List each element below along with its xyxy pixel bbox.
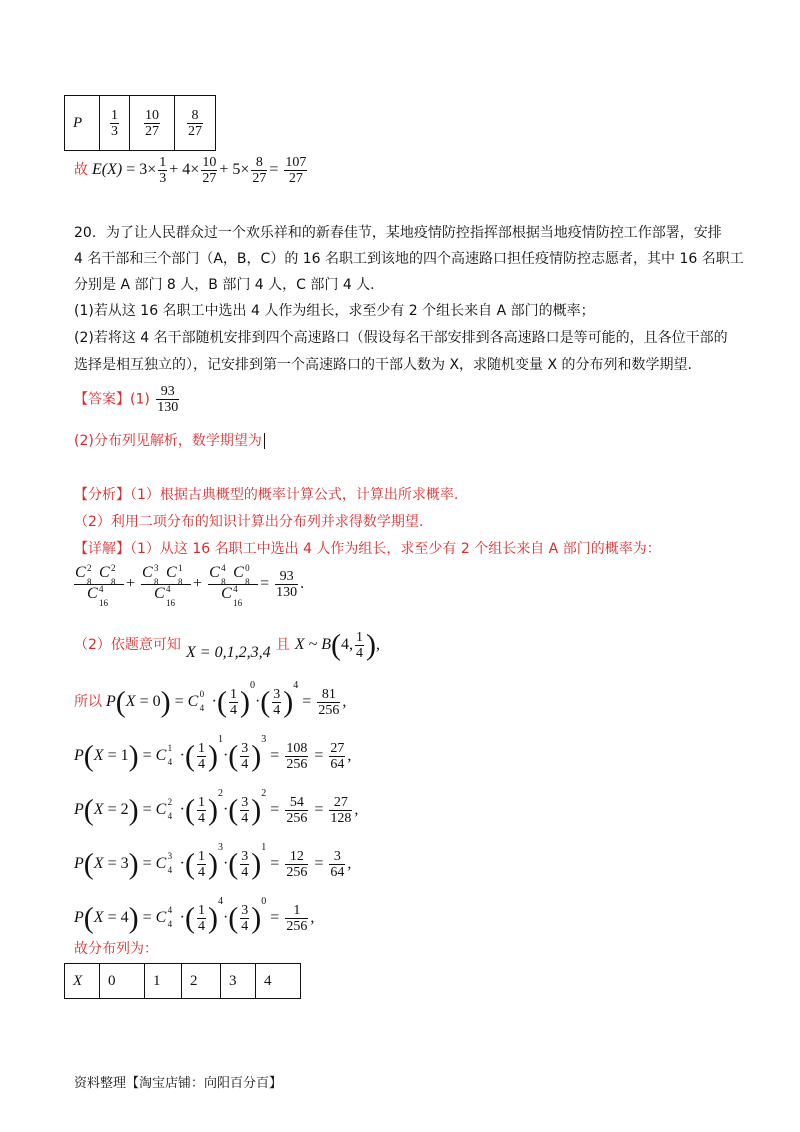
expectation-formula: 故 E(X) = 3× $\frac{1}{3}$ + 4× $\frac{10}{27}$ + 5× $\frac{8}{27}$ = $\frac{107}{27}$	[74, 155, 307, 186]
distribution-heading: 故分布列为：	[74, 941, 158, 957]
text-cursor	[264, 433, 265, 449]
probability-line-2: P(X = 2) = C 2 4 ·( $\frac{1}{4}$ )$^2$·( $\frac{3}{4}$ )$^2$ = $\frac{54}{256}$ = $\frac{27}{128}$ ,	[74, 788, 359, 827]
answer-line-2: (2)分布列见解析，数学期望为	[74, 428, 265, 455]
analysis-line-2: （2）利用二项分布的知识计算出分布列并求得数学期望.	[74, 514, 424, 530]
table-cell: 1	[145, 964, 182, 999]
analysis-line-1: 【分析】（1）根据古典概型的概率计算公式，计算出所求概率.	[74, 487, 459, 503]
table-header-x: X	[65, 964, 100, 999]
problem-line-1: 20．为了让人民群众过一个欢乐祥和的新春佳节，某地疫情防控指挥部根据当地疫情防控工作部署，安排	[74, 225, 722, 241]
detail-line-1: 【详解】（1）从这 16 名职工中选出 4 人作为组长，求至少有 2 个组长来自 A 部门的概率为：	[74, 541, 661, 557]
table-label: P	[65, 96, 100, 151]
problem-line-2: 4 名干部和三个部门（A，B，C）的 16 名职工到该地的四个高速路口担任疫情防控志愿者，其中 16 名职工	[74, 251, 744, 267]
answer-line-1: 【答案】(1) $\frac{93}{130}$	[74, 384, 179, 415]
table-cell: $\frac{8}{27}$	[175, 96, 216, 151]
probability-line-0: 所以 P(X = 0) = C 0 4 ·( $\frac{1}{4}$ )$^0$·( $\frac{3}{4}$ )$^4$ = $\frac{81}{256}$ ,	[74, 680, 347, 719]
table-cell: $\frac{1}{3}$	[100, 96, 130, 151]
probability-line-3: P(X = 3) = C 3 4 ·( $\frac{1}{4}$ )$^3$·( $\frac{3}{4}$ )$^1$ = $\frac{12}{256}$ = $\frac{3}{64}$ ,	[74, 842, 352, 881]
table-cell: $\frac{10}{27}$	[130, 96, 175, 151]
problem-line-6: 选择是相互独立的），记安排到第一个高速路口的干部人数为 X，求随机变量 X 的分布列和数学期望.	[74, 357, 692, 373]
table-cell: 2	[182, 964, 221, 999]
table-cell: 4	[256, 964, 301, 999]
problem-line-5: (2)若将这 4 名干部随机安排到四个高速路口（假设每名干部安排到各高速路口是等可能的，且各位干部的	[74, 330, 728, 346]
table-cell: 0	[100, 964, 145, 999]
probability-line-4: P(X = 4) = C 4 4 ·( $\frac{1}{4}$ )$^4$·( $\frac{3}{4}$ )$^0$ = $\frac{1}{256}$ ,	[74, 896, 315, 935]
probability-line-1: P(X = 1) = C 1 4 ·( $\frac{1}{4}$ )$^1$·( $\frac{3}{4}$ )$^3$ = $\frac{108}{256}$ = $\frac{27}{64}$ ,	[74, 734, 352, 773]
detail-part2-line: （2）依题意可知 X = 0,1,2,3,4 且 X ~ B(4, $\frac{1}{4}$ ),	[74, 628, 380, 662]
probability-table-top	[64, 95, 216, 151]
footer-text: 资料整理【淘宝店铺：向阳百分百】	[74, 1076, 283, 1091]
table-cell: 3	[221, 964, 256, 999]
problem-line-4: (1)若从这 16 名职工中选出 4 人作为组长，求至少有 2 个组长来自 A 部门的概率；	[74, 303, 595, 319]
distribution-table	[64, 963, 301, 999]
combination-formula: C 2 8 C 2 8 C 4 16 + C 3 8 C 1 8 C 4 16 + C 4 8 C 0 8 C 4 16 = $\frac{93}{130}$ .	[75, 563, 305, 608]
problem-line-3: 分别是 A 部门 8 人，B 部门 4 人，C 部门 4 人.	[74, 277, 375, 293]
